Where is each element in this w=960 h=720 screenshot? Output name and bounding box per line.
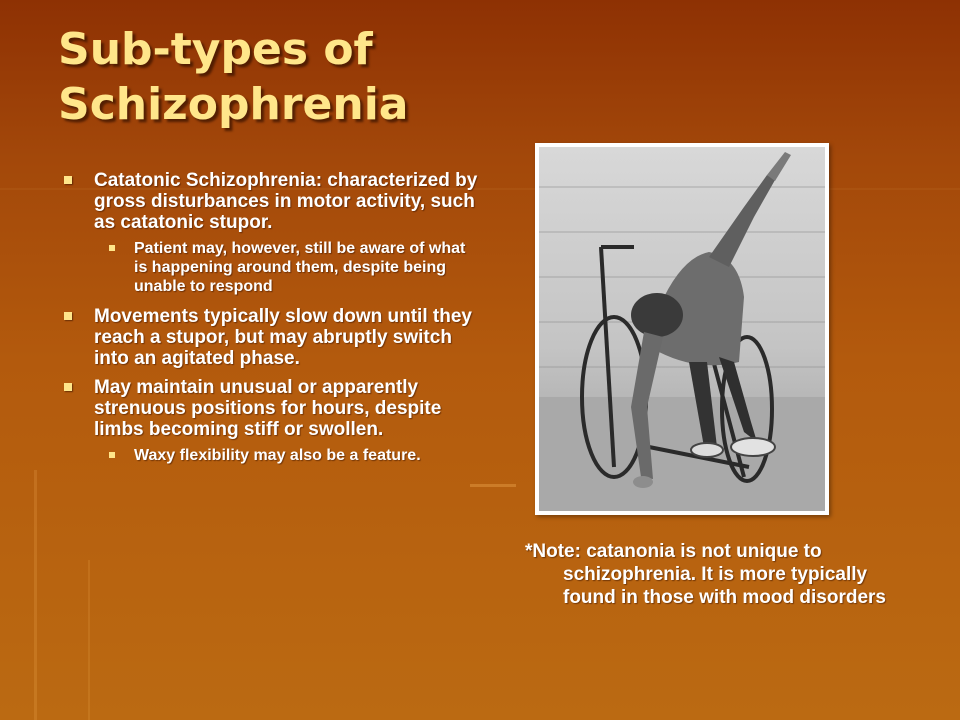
slide-title-line1: Sub-types of: [58, 24, 373, 75]
bullet-item: [62, 170, 482, 233]
sub-bullet-text: Waxy flexibility may also be a feature.: [134, 447, 421, 464]
slide-title-line2: Schizophrenia: [58, 79, 409, 130]
bullet-square-icon: [64, 312, 72, 320]
sub-bullet-item: [106, 239, 482, 296]
sub-bullet-square-icon: [109, 245, 115, 251]
bullet-item: [62, 377, 482, 440]
photo-illustration: [539, 147, 825, 511]
sub-bullet-item: [106, 446, 482, 465]
bullet-text: Movements typically slow down until they reach a stupor, but may abruptly switch into an agitated phase.: [94, 306, 472, 369]
footnote: [525, 540, 895, 609]
bullet-text: May maintain unusual or apparently strenuous positions for hours, despite limbs becoming stiff or swollen.: [94, 377, 442, 440]
bullet-text: : characterized by gross disturbances in motor activity, such as catatonic stupor.: [94, 170, 478, 233]
bullet-square-icon: [64, 383, 72, 391]
bullet-square-icon: [64, 176, 72, 184]
sub-bullet-text: Patient may, however, still be aware of what is happening around them, despite being unable to respond: [134, 240, 466, 295]
sub-bullet-square-icon: [109, 452, 115, 458]
decorative-line: [34, 470, 37, 720]
decorative-line: [470, 484, 516, 487]
footnote-first-line: *Note: catanonia is not unique to: [525, 541, 822, 562]
bullet-item: [62, 306, 482, 369]
footnote-continuation: schizophrenia. It is more typically found in those with mood disorders: [563, 564, 886, 608]
decorative-line: [88, 560, 90, 720]
bullet-lead: Catatonic Schizophrenia: [94, 170, 316, 191]
bullet-list: [62, 170, 482, 475]
catatonic-patient-photo: [535, 143, 829, 515]
slide-title: [58, 22, 528, 132]
